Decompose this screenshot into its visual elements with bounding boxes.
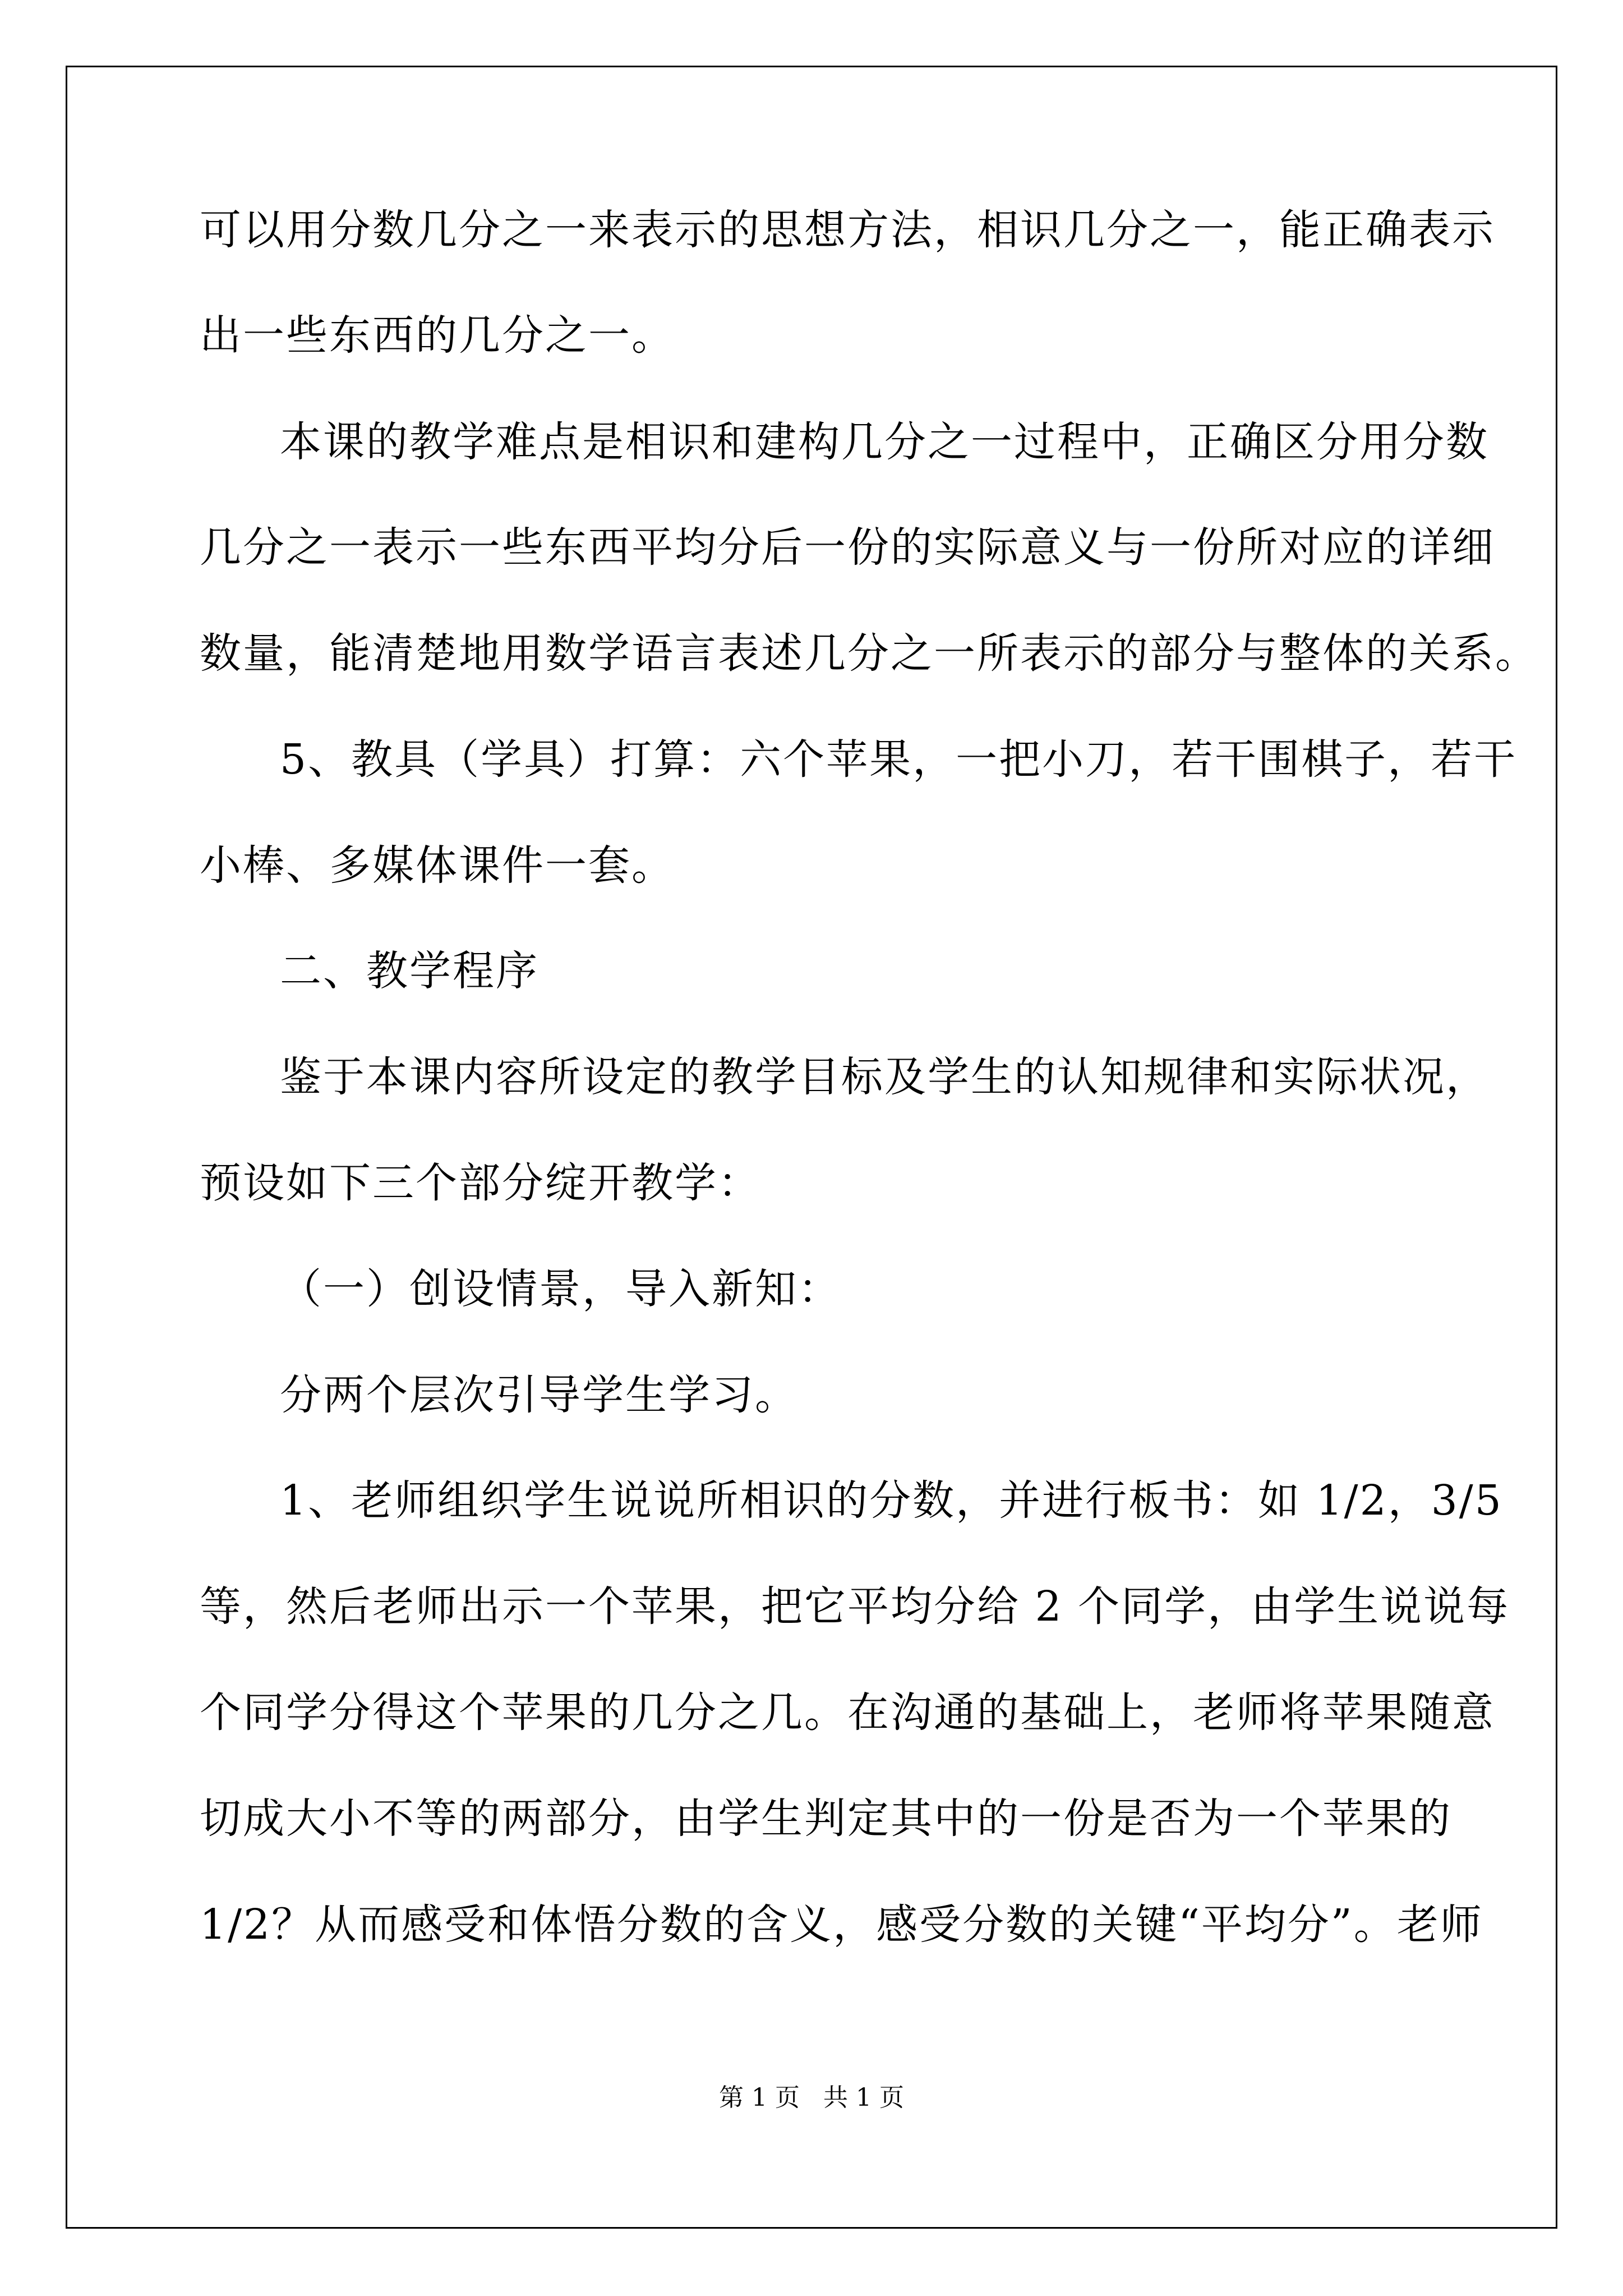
text-line: 切成大小不等的两部分，由学生判定其中的一份是否为一个苹果的	[200, 1795, 1452, 1843]
text-line: 1/2？从而感受和体悟分数的含义，感受分数的关键“平均分”。老师	[200, 1901, 1483, 1949]
text-line: 数量，能清楚地用数学语言表述几分之一所表示的部分与整体的关系。	[200, 629, 1538, 678]
text-line: 出一些东西的几分之一。	[200, 311, 675, 360]
text-line: 预设如下三个部分绽开教学：	[200, 1159, 761, 1207]
text-line: 鉴于本课内容所设定的教学目标及学生的认知规律和实际状况，	[280, 1053, 1489, 1101]
text-line: 分两个层次引导学生学习。	[280, 1371, 798, 1419]
page-total: 共 1 页	[823, 2083, 904, 2112]
text-line: 1、老师组织学生说说所相识的分数，并进行板书：如 1/2，3/5	[280, 1476, 1503, 1525]
text-line: 等，然后老师出示一个苹果，把它平均分给 2 个同学，由学生说说每	[200, 1582, 1510, 1631]
text-line: 5、教具（学具）打算：六个苹果，一把小刀，若干围棋子，若干	[280, 735, 1518, 784]
text-line: 几分之一表示一些东西平均分后一份的实际意义与一份所对应的详细	[200, 523, 1495, 572]
subsection-heading: （一）创设情景，导入新知：	[280, 1265, 841, 1313]
page-footer	[0, 2081, 1623, 2115]
text-line: 个同学分得这个苹果的几分之几。在沟通的基础上，老师将苹果随意	[200, 1688, 1495, 1737]
text-line: 可以用分数几分之一来表示的思想方法，相识几分之一，能正确表示	[200, 206, 1495, 254]
page-number: 第 1 页	[719, 2083, 800, 2112]
text-line: 小棒、多媒体课件一套。	[200, 841, 675, 890]
text-line: 本课的教学难点是相识和建构几分之一过程中，正确区分用分数	[280, 418, 1489, 466]
section-heading: 二、教学程序	[280, 947, 539, 995]
